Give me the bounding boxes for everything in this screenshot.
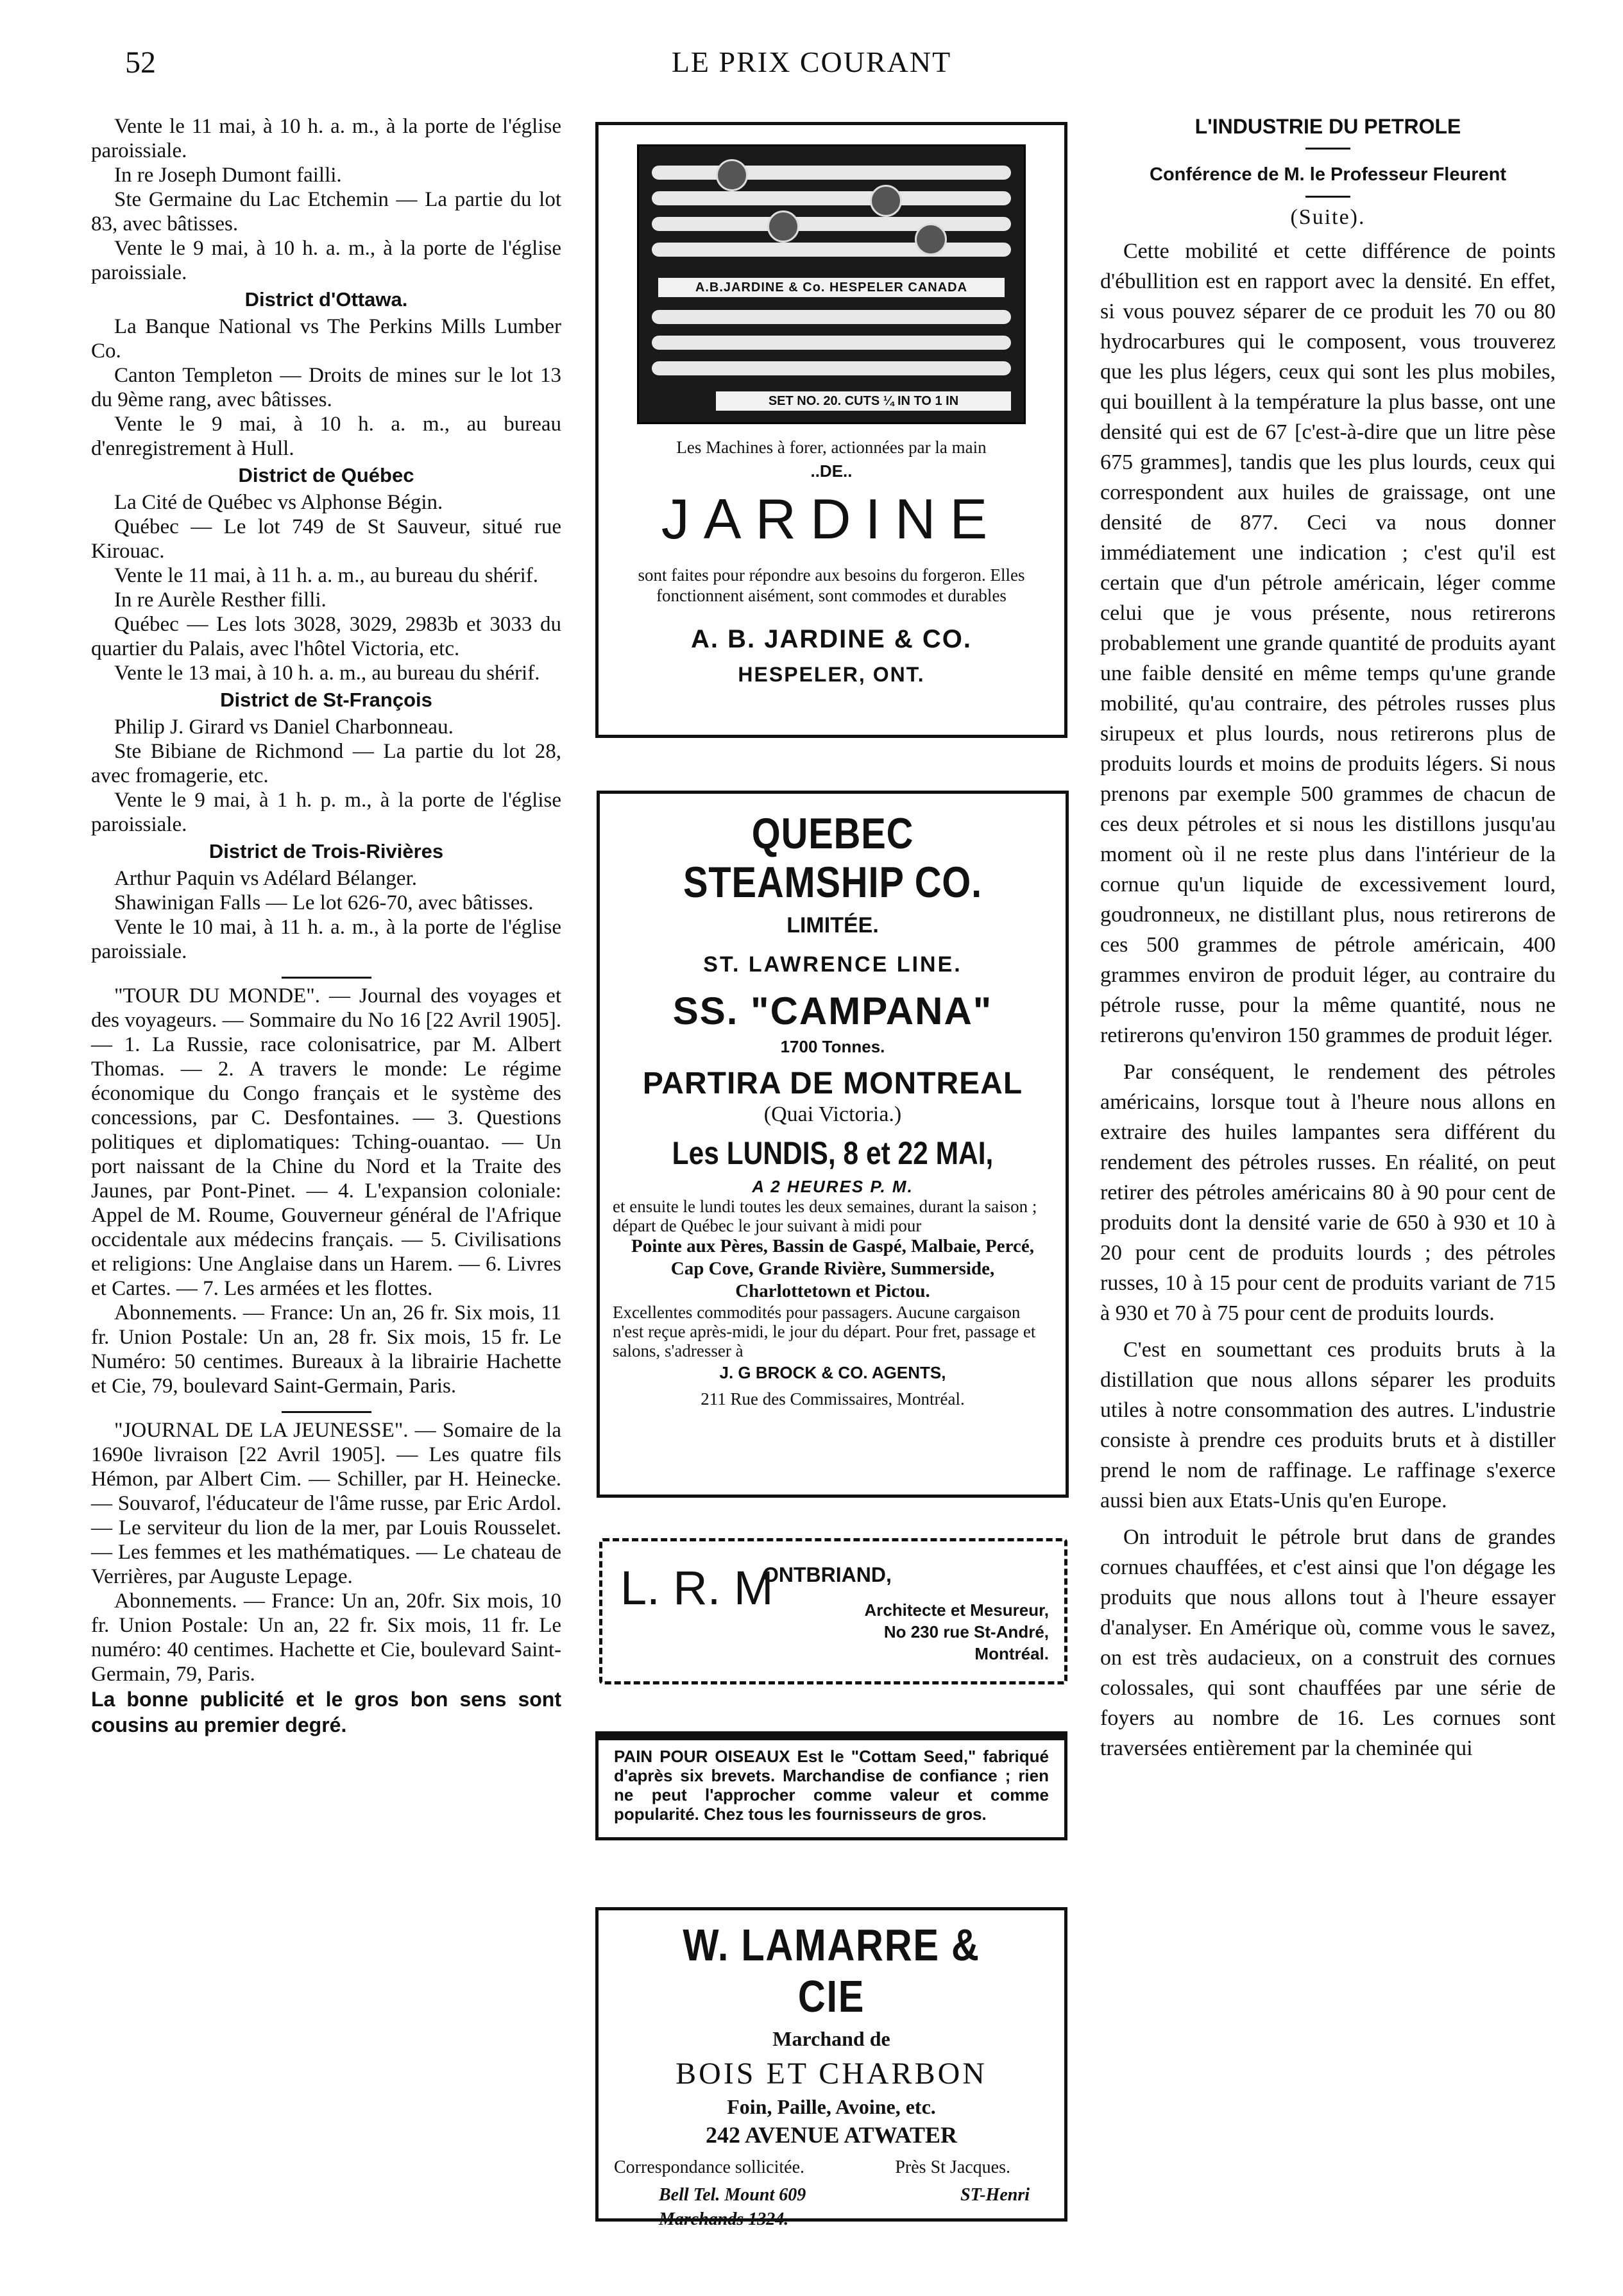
section-heading: District de Trois-Rivières	[208, 840, 444, 862]
agent-name: J. G BROCK & CO. AGENTS,	[719, 1363, 946, 1382]
die-icon	[716, 159, 748, 191]
ad-text: ST. LAWRENCE LINE.	[703, 952, 962, 977]
paragraph: C'est en soumettant ces produits bruts à la distillation que nous allons séparer les produits utiles à notre consommation des autres. L'industrie consiste à prendre ces produits bruts et à distiller prend le nom de raffinage. Le raffinage s'exerce aussi bien aux Etats-Unis qu'en Europe.	[1100, 1338, 1556, 1512]
paragraph: La Cité de Québec vs Alphonse Bégin.	[114, 491, 443, 514]
ports-list: Pointe aux Pères, Bassin de Gaspé, Malbaie, Percé, Cap Cove, Grande Rivière, Summerside, Charlottetown et Pictou.	[631, 1236, 1034, 1301]
paragraph: Vente le 13 mai, à 10 h. a. m., au bureau du shérif.	[114, 662, 540, 685]
tool-set-illustration	[637, 144, 1026, 424]
paragraph: Canton Templeton — Droits de mines sur le lot 13 du 9ème rang, avec bâtisses.	[91, 364, 561, 411]
ad-text: A 2 HEURES P. M.	[752, 1177, 913, 1196]
ad-title: QUEBEC STEAMSHIP CO.	[683, 809, 983, 907]
paragraph: Vente le 9 mai, à 1 h. p. m., à la porte de l'église paroissiale.	[91, 789, 561, 836]
ad-text: Correspondance sollicitée.	[614, 2157, 805, 2177]
ad-title: W. LAMARRE & CIE	[683, 1920, 980, 2021]
section-heading: District de Québec	[238, 464, 414, 486]
divider	[1305, 148, 1350, 150]
paragraph: La Banque National vs The Perkins Mills Lumber Co.	[91, 315, 561, 363]
page-number: 52	[125, 46, 156, 80]
article-title: L'INDUSTRIE DU PETROLE	[1194, 115, 1461, 138]
ad-text: Les Machines à forer, actionnées par la main	[676, 438, 987, 457]
paragraph: On introduit le pétrole brut dans de grandes cornues chauffées, et c'est ainsi que l'on dégage les produits que nous allons tout à l'heure essayer d'analyser. En Amérique où, comme vous le savez, on est très audacieux, on a construit des cornues colossales, qui sont chauffées par une série de foyers au nombre de 16. Les cornues sont traversées entièrement par la cheminée qui	[1100, 1525, 1556, 1760]
paragraph: Ste Germaine du Lac Etchemin — La partie du lot 83, avec bâtisses.	[91, 188, 561, 236]
ad-text: Foin, Paille, Avoine, etc.	[727, 2095, 936, 2118]
paragraph: Vente le 11 mai, à 10 h. a. m., à la porte de l'église paroissiale.	[91, 115, 561, 162]
ad-text: Près St Jacques.	[895, 2157, 1010, 2177]
tool-tray	[652, 191, 1011, 205]
column-right	[1100, 114, 1556, 1763]
paragraph: Arthur Paquin vs Adélard Bélanger.	[114, 867, 417, 890]
paragraph: "TOUR DU MONDE". — Journal des voyages et des voyageurs. — Sommaire du No 16 [22 Avril 1905]. — 1. La Russie, race colonisatrice, par M. Albert Thomas. — 2. A travers le monde: Le régime économique du Congo français et le système des concessions, par C. Desfontaines. — 3. Questions politiques et diplomatiques: Tching-ouantao. — Un port naissant de la Chine du Nord et la Traite des Jaunes, par Pont-Pinet. — 4. L'expansion coloniale: Appel de M. Roume, Gouverneur général de l'Afrique occidentale aux médecins français. — 5. Civilisations et religions: Une Anglaise dans un Harem. — 6. Livres et Cartes. — 7. Les armées et les flottes.	[91, 984, 561, 1300]
paragraph: Cette mobilité et cette différence de points d'ébullition est en rapport avec la densité. En effet, si vous pouvez séparer de ce produit les 70 ou 80 hydrocarbures qui le composent, vous trouverez que les plus légers, ceux qui sont les plus mobiles, qui bouillent à la température la plus basse, ont une densité qui est de 67 [c'est-à-dire que un litre pèse 675 grammes], tandis que les plus lourds, ceux qui correspondent aux huiles de graissage, ont une densité de 877. Ceci va nous donner immédiatement une indication ; c'est qu'il est certain que d'un pétrole américain, léger comme celui que je vous présente, nous retirerons probablement une grande quantité de produits ayant une faible densité en même temps qu'une grande mobilité, qu'au contraire, des pétroles russes plus sirupeux et plus lourds, nous retirerons plus de produits lourds et moins de produits légers. Si nous prenons par exemple 500 grammes de chacun de ces deux pétroles et si nous les distillons jusqu'au moment où il ne reste plus dans l'intérieur de la cornue qu'un liquide de excessivement lourd, goudronneux, ne distillant plus, nous retirerons de ces 500 grammes de pétrole américain, 400 grammes environ de produit léger, au contraire du pétrole russe, pour la même quantité, nous ne retirerons qu'environ 150 grammes de produit léger.	[1100, 239, 1556, 1047]
ad-text: ..DE..	[810, 461, 853, 481]
die-icon	[870, 185, 902, 217]
ad-name: ONTBRIAND,	[763, 1563, 892, 1586]
ad-text: Bell Tel. Mount 609	[659, 2185, 806, 2205]
ad-text: No 230 rue St-André,	[883, 1622, 1049, 1641]
tool-tray	[652, 166, 1011, 180]
page-title: LE PRIX COURANT	[671, 46, 952, 78]
ad-text: sont faites pour répondre aux besoins du forgeron. Elles fonctionnent aisément, sont commodes et durables	[638, 565, 1025, 605]
set-label: SET NO. 20. CUTS ¼ IN TO 1 IN	[716, 391, 1011, 411]
paragraph: "JOURNAL DE LA JEUNESSE". — Somaire de la 1690e livraison [22 Avril 1905]. — Les quatre fils Hémon, par Albert Cim. — Schiller, par H. Heinecke. — Souvarof, l'éducateur de l'âme russe, par Eric Ardol. — Le serviteur du lion de la mer, par Louis Rousselet. — Les femmes et les mathématiques. — Le chateau de Verrières, par Auguste Lepage.	[91, 1419, 561, 1588]
ad-address: 242 AVENUE ATWATER	[705, 2122, 958, 2148]
ad-text: LIMITÉE.	[786, 913, 879, 938]
paragraph: Abonnements. — France: Un an, 20fr. Six mois, 10 fr. Union Postale: Un an, 22 fr. Six mois, 11 fr. Le numéro: 40 centimes. Hachette et Cie, boulevard Saint-Germain, 79, Paris.	[91, 1589, 561, 1686]
paragraph: Vente le 9 mai, à 10 h. a. m., au bureau d'enregistrement à Hull.	[91, 413, 561, 460]
ad-name: L. R. M	[620, 1561, 774, 1615]
ad-text: Montréal.	[974, 1644, 1049, 1663]
bird-seed-advertisement	[595, 1731, 1067, 1840]
paragraph: Shawinigan Falls — Le lot 626-70, avec bâtisses.	[114, 891, 534, 914]
paragraph: Vente le 9 mai, à 10 h. a. m., à la porte de l'église paroissiale.	[91, 237, 561, 284]
article-subtitle: Conférence de M. le Professeur Fleurent	[1150, 164, 1506, 185]
ad-text: Marchand de	[772, 2027, 890, 2050]
die-icon	[915, 223, 947, 255]
ad-text: et ensuite le lundi toutes les deux semaines, durant la saison ; départ de Québec le jour suivant à midi pour	[613, 1197, 1037, 1235]
section-heading: District d'Ottawa.	[244, 288, 408, 311]
tool-tray	[652, 336, 1011, 350]
ad-text: 1700 Tonnes.	[780, 1037, 885, 1056]
montbriand-advertisement	[599, 1538, 1067, 1684]
tool-tray	[652, 361, 1011, 375]
jardine-advertisement	[595, 122, 1067, 738]
ad-row	[614, 2157, 1049, 2178]
ad-text: ST-Henri	[960, 2185, 1030, 2205]
paragraph: In re Joseph Dumont failli.	[114, 164, 342, 187]
paragraph: Ste Bibiane de Richmond — La partie du lot 28, avec fromagerie, etc.	[91, 740, 561, 787]
ad-address: 211 Rue des Commissaires, Montréal.	[701, 1389, 965, 1409]
ad-text: Architecte et Mesureur,	[864, 1600, 1049, 1620]
paragraph: Abonnements. — France: Un an, 26 fr. Six mois, 11 fr. Union Postale: Un an, 28 fr. Six mois, 15 fr. Le Numéro: 50 centimes. Bureaux à la librairie Hachette et Cie, 79, boulevard Saint-Germain, Paris.	[91, 1301, 561, 1398]
tool-tray	[652, 310, 1011, 324]
article-continuation: (Suite).	[1290, 205, 1366, 229]
ad-text: Marchands 1324.	[659, 2209, 789, 2229]
die-icon	[767, 210, 799, 243]
ship-name: SS. "CAMPANA"	[672, 990, 993, 1032]
divider	[282, 1411, 371, 1413]
maker-plate: A.B.JARDINE & Co. HESPELER CANADA	[658, 278, 1005, 297]
ad-text: (Quai Victoria.)	[763, 1102, 902, 1126]
divider	[282, 977, 371, 979]
ad-text: Les LUNDIS, 8 et 22 MAI,	[672, 1135, 994, 1171]
column-left	[91, 114, 561, 1738]
paragraph: Québec — Le lot 749 de St Sauveur, situé rue Kirouac.	[91, 515, 561, 563]
tool-tray	[652, 217, 1011, 231]
paragraph: Vente le 11 mai, à 11 h. a. m., au bureau du shérif.	[114, 564, 539, 587]
section-heading: District de St-François	[220, 689, 432, 711]
ad-text: PAIN POUR OISEAUX Est le "Cottam Seed," fabriqué d'après six brevets. Marchandise de confiance ; rien ne peut l'approcher comme valeur et comme popularité. Chez tous les fournisseurs de gros.	[614, 1747, 1049, 1824]
paragraph: Par conséquent, le rendement des pétroles américains, lorsque tout à l'heure nous allons en extraire des huiles lampantes sera différent du rendement des pétroles russes. En réalité, on peut retirer des pétroles américains 80 à 90 pour cent de produits dont la densité varie de 650 à 930 et 10 à 20 pour cent de produits lourds ; des pétroles russes, 10 à 15 pour cent de produits variant de 715 à 930 et 70 à 75 pour cent de produits lourds.	[1100, 1060, 1556, 1325]
company-location: HESPELER, ONT.	[738, 663, 925, 686]
paragraph: Vente le 10 mai, à 11 h. a. m., à la porte de l'église paroissiale.	[91, 916, 561, 963]
paragraph: Philip J. Girard vs Daniel Charbonneau.	[114, 715, 454, 739]
paragraph: Québec — Les lots 3028, 3029, 2983b et 3033 du quartier du Palais, avec l'hôtel Victoria, etc.	[91, 613, 561, 660]
divider	[1305, 196, 1350, 198]
ad-text: PARTIRA DE MONTREAL	[642, 1067, 1023, 1101]
company-name: A. B. JARDINE & CO.	[690, 625, 973, 653]
paragraph: In re Aurèle Resther filli.	[114, 588, 327, 612]
ad-row	[614, 2183, 1049, 2232]
lamarre-advertisement	[595, 1907, 1067, 2229]
steamship-advertisement	[597, 791, 1069, 1498]
slogan: La bonne publicité et le gros bon sens sont cousins au premier degré.	[91, 1688, 561, 1736]
ad-details	[864, 1599, 1049, 1665]
ad-text: BOIS ET CHARBON	[676, 2057, 987, 2091]
brand-name: JARDINE	[661, 487, 1002, 551]
ad-text: Excellentes commodités pour passagers. Aucune cargaison n'est reçue après-midi, le jour du départ. Pour fret, passage et salons, s'adresser à	[613, 1303, 1036, 1360]
tool-tray	[652, 243, 1011, 257]
